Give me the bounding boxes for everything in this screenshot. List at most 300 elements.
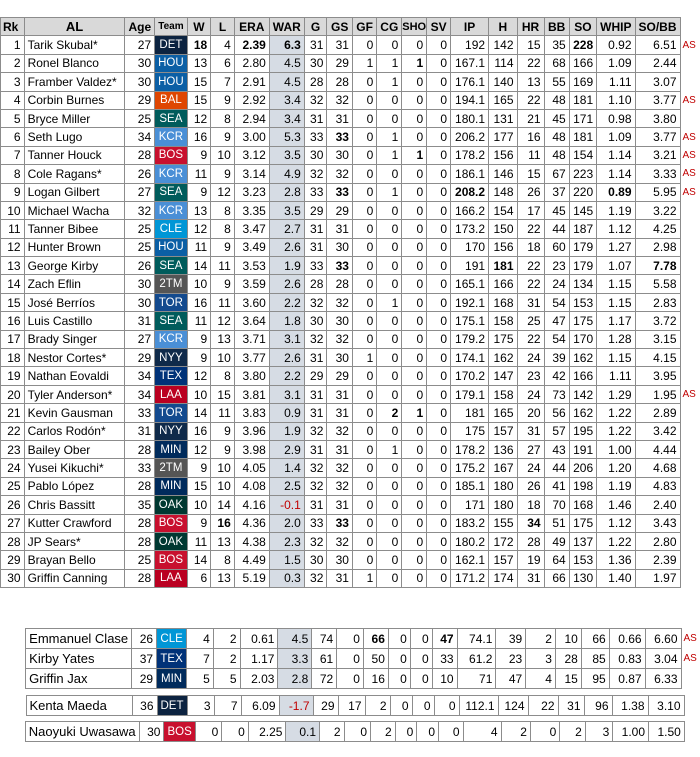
age-cell: 36	[132, 696, 157, 716]
gf-cell: 0	[352, 128, 376, 146]
sv-cell: 0	[427, 293, 451, 311]
gs-cell: 31	[327, 569, 353, 587]
rank-cell: 19	[1, 367, 25, 385]
all-star-marker: AS	[682, 186, 696, 198]
bb-cell: 45	[544, 109, 569, 127]
player-name[interactable]: Pablo López	[24, 477, 125, 495]
gf-cell: 0	[352, 440, 376, 458]
team-badge[interactable]: SEA	[155, 312, 188, 330]
w-cell: 6	[187, 569, 211, 587]
player-name[interactable]: Brady Singer	[24, 330, 125, 348]
player-name[interactable]: Kenta Maeda	[26, 696, 132, 716]
age-cell: 34	[125, 385, 155, 403]
whip-cell: 1.46	[597, 496, 635, 514]
g-cell: 30	[304, 54, 327, 72]
player-name[interactable]: Nathan Eovaldi	[24, 367, 125, 385]
player-name[interactable]: Brayan Bello	[24, 551, 125, 569]
table-row	[1, 551, 700, 569]
gf-cell: 2	[365, 696, 390, 716]
player-name[interactable]: Chris Bassitt	[24, 496, 125, 514]
rank-cell: 22	[1, 422, 25, 440]
player-name[interactable]: Cole Ragans*	[24, 165, 125, 183]
player-name[interactable]: Naoyuki Uwasawa	[25, 722, 139, 742]
team-badge[interactable]: KCR	[155, 165, 188, 183]
gs-cell: 32	[327, 532, 353, 550]
player-name[interactable]: Seth Lugo	[24, 128, 125, 146]
sho-cell: 1	[402, 404, 427, 422]
cg-cell: 0	[377, 257, 402, 275]
player-name[interactable]: Framber Valdez*	[24, 73, 125, 91]
rank-cell: 7	[1, 146, 25, 164]
team-badge[interactable]: TOR	[155, 404, 188, 422]
ip-cell: 175.2	[451, 459, 489, 477]
team-badge[interactable]: HOU	[155, 238, 188, 256]
gf-cell: 0	[352, 459, 376, 477]
ip-cell: 174.1	[451, 349, 489, 367]
col-header[interactable]: BB	[544, 18, 569, 36]
team-badge[interactable]: 2TM	[155, 275, 188, 293]
table-row	[1, 514, 700, 532]
all-star-marker	[680, 238, 699, 256]
team-badge[interactable]: BOS	[155, 551, 188, 569]
w-cell: 9	[187, 349, 211, 367]
sv-cell: 0	[427, 128, 451, 146]
cg-cell: 0	[377, 367, 402, 385]
cg-cell: 0	[377, 220, 402, 238]
team-badge[interactable]: BOS	[164, 722, 195, 742]
w-cell: 11	[187, 238, 211, 256]
w-cell: 10	[187, 496, 211, 514]
col-header[interactable]: AL	[24, 18, 125, 36]
sobb-cell: 3.15	[635, 330, 680, 348]
col-header[interactable]: SO/BB	[635, 18, 680, 36]
rank-cell: 11	[1, 220, 25, 238]
sobb-cell: 4.44	[635, 440, 680, 458]
sobb-cell: 2.44	[635, 54, 680, 72]
team-badge[interactable]: SEA	[155, 183, 188, 201]
war-cell: 3.1	[269, 385, 304, 403]
col-header[interactable]: SHO	[402, 18, 427, 36]
l-cell: 9	[211, 165, 235, 183]
era-cell: 2.80	[234, 54, 269, 72]
player-name[interactable]: Hunter Brown	[24, 238, 125, 256]
w-cell: 18	[187, 36, 211, 54]
hr-cell: 15	[517, 165, 544, 183]
team-badge[interactable]: HOU	[155, 54, 188, 72]
player-name[interactable]: Tanner Houck	[24, 146, 125, 164]
war-cell: 0.3	[269, 569, 304, 587]
era-cell: 2.25	[248, 722, 286, 742]
age-cell: 30	[139, 722, 164, 742]
col-header[interactable]: SO	[569, 18, 596, 36]
cg-cell: 1	[377, 183, 402, 201]
whip-cell: 1.09	[597, 128, 635, 146]
era-cell: 3.59	[234, 275, 269, 293]
cg-cell: 0	[388, 629, 410, 649]
player-name[interactable]: JP Sears*	[24, 532, 125, 550]
sobb-cell: 3.33	[635, 165, 680, 183]
team-badge[interactable]: BOS	[155, 146, 188, 164]
bb-cell: 57	[544, 422, 569, 440]
h-cell: 114	[489, 54, 517, 72]
table-row	[1, 569, 700, 587]
h-cell: 165	[489, 91, 517, 109]
player-name[interactable]: Tarik Skubal*	[24, 36, 125, 54]
g-cell: 31	[304, 496, 327, 514]
player-name[interactable]: Kirby Yates	[26, 649, 132, 669]
team-badge[interactable]: KCR	[155, 201, 188, 219]
h-cell: 180	[489, 496, 517, 514]
era-cell: 2.92	[234, 91, 269, 109]
team-badge[interactable]: NYY	[155, 422, 188, 440]
so-cell: 181	[569, 128, 596, 146]
whip-cell: 1.14	[597, 165, 635, 183]
gf-cell: 0	[352, 514, 376, 532]
sho-cell: 0	[402, 91, 427, 109]
ip-cell: 74.1	[457, 629, 496, 649]
table-row	[1, 201, 700, 219]
col-header[interactable]: CG	[377, 18, 402, 36]
cg-cell: 0	[388, 669, 410, 689]
age-cell: 30	[125, 275, 155, 293]
team-badge[interactable]: BAL	[155, 91, 188, 109]
so-cell: 179	[569, 238, 596, 256]
cg-cell: 0	[377, 385, 402, 403]
age-cell: 28	[125, 569, 155, 587]
bb-cell: 70	[544, 496, 569, 514]
h-cell: 148	[489, 183, 517, 201]
player-name[interactable]: Corbin Burnes	[24, 91, 125, 109]
table-row	[1, 367, 700, 385]
g-cell: 31	[304, 220, 327, 238]
cg-cell: 0	[377, 496, 402, 514]
w-cell: 9	[187, 330, 211, 348]
table-row	[1, 385, 700, 403]
player-name[interactable]: Zach Eflin	[24, 275, 125, 293]
all-star-marker	[680, 477, 699, 495]
age-cell: 28	[125, 440, 155, 458]
table-row	[1, 257, 700, 275]
gs-cell: 33	[327, 183, 353, 201]
gs-cell: 29	[327, 201, 353, 219]
team-badge[interactable]: MIN	[157, 669, 187, 689]
era-cell: 3.71	[234, 330, 269, 348]
g-cell: 32	[304, 165, 327, 183]
whip-cell: 1.28	[597, 330, 635, 348]
hr-cell: 24	[517, 349, 544, 367]
w-cell: 3	[187, 696, 214, 716]
col-header[interactable]: Age	[125, 18, 155, 36]
sho-cell: 0	[402, 183, 427, 201]
team-badge[interactable]: TEX	[157, 649, 187, 669]
table-row	[1, 73, 700, 91]
sobb-cell: 4.25	[635, 220, 680, 238]
team-badge[interactable]: OAK	[155, 532, 188, 550]
sho-cell: 0	[402, 293, 427, 311]
age-cell: 34	[125, 367, 155, 385]
age-cell: 26	[132, 629, 157, 649]
team-badge[interactable]: CLE	[155, 220, 188, 238]
l-cell: 9	[211, 422, 235, 440]
team-badge[interactable]: BOS	[155, 514, 188, 532]
era-cell: 2.03	[240, 669, 278, 689]
war-cell: 6.3	[269, 36, 304, 54]
sobb-cell: 3.07	[635, 73, 680, 91]
l-cell: 12	[211, 312, 235, 330]
team-badge[interactable]: SEA	[155, 109, 188, 127]
col-header[interactable]: Rk	[1, 18, 25, 36]
age-cell: 33	[125, 404, 155, 422]
gf-cell: 0	[352, 275, 376, 293]
col-header[interactable]: G	[304, 18, 327, 36]
hr-cell: 19	[517, 551, 544, 569]
table-row	[1, 440, 700, 458]
table-row	[1, 532, 700, 550]
player-name[interactable]: Tyler Anderson*	[24, 385, 125, 403]
player-name[interactable]: George Kirby	[24, 257, 125, 275]
player-name[interactable]: Emmanuel Clase	[26, 629, 132, 649]
player-name[interactable]: Griffin Jax	[26, 669, 132, 689]
col-header[interactable]: ERA	[234, 18, 269, 36]
player-name[interactable]: Yusei Kikuchi*	[24, 459, 125, 477]
team-badge[interactable]: TEX	[155, 367, 188, 385]
l-cell: 10	[211, 349, 235, 367]
cg-cell: 0	[377, 477, 402, 495]
whip-cell: 1.36	[597, 551, 635, 569]
hr-cell: 25	[517, 312, 544, 330]
player-name[interactable]: Kutter Crawford	[24, 514, 125, 532]
col-header[interactable]: HR	[517, 18, 544, 36]
team-badge[interactable]: MIN	[155, 477, 188, 495]
extra-body-2	[0, 722, 700, 742]
gf-cell: 66	[363, 629, 388, 649]
rank-cell: 2	[1, 54, 25, 72]
gs-cell: 28	[327, 73, 353, 91]
all-star-marker	[680, 532, 699, 550]
h-cell: 23	[496, 649, 526, 669]
team-badge[interactable]: KCR	[155, 330, 188, 348]
sho-cell: 0	[410, 669, 432, 689]
l-cell: 9	[211, 238, 235, 256]
team-badge[interactable]: 2TM	[155, 459, 188, 477]
h-cell: 168	[489, 293, 517, 311]
all-star-marker	[680, 551, 699, 569]
all-star-marker	[680, 312, 699, 330]
war-cell: 3.3	[278, 649, 312, 669]
team-badge[interactable]: HOU	[155, 73, 188, 91]
sv-cell: 0	[427, 532, 451, 550]
sv-cell: 0	[427, 109, 451, 127]
table-row	[1, 91, 700, 109]
bb-cell: 43	[544, 440, 569, 458]
player-name[interactable]: Nestor Cortes*	[24, 349, 125, 367]
col-header[interactable]: GS	[327, 18, 353, 36]
team-badge[interactable]: OAK	[155, 496, 188, 514]
sho-cell: 0	[402, 128, 427, 146]
team-badge[interactable]: NYY	[155, 349, 188, 367]
war-cell: 1.9	[269, 257, 304, 275]
sho-cell: 0	[402, 220, 427, 238]
so-cell: 96	[584, 696, 612, 716]
hr-cell: 27	[517, 440, 544, 458]
war-cell: 2.3	[269, 532, 304, 550]
all-star-marker: AS	[683, 633, 697, 644]
l-cell: 9	[211, 128, 235, 146]
gs-cell: 31	[327, 385, 353, 403]
rank-cell	[0, 669, 26, 689]
age-cell: 29	[125, 349, 155, 367]
player-name[interactable]: Michael Wacha	[24, 201, 125, 219]
ip-cell: 167.1	[451, 54, 489, 72]
h-cell: 165	[489, 404, 517, 422]
extra-table-2	[0, 721, 700, 742]
table-row	[0, 722, 700, 742]
whip-cell: 1.14	[597, 146, 635, 164]
age-cell: 26	[125, 165, 155, 183]
col-header[interactable]: H	[489, 18, 517, 36]
player-name[interactable]: José Berríos	[24, 293, 125, 311]
sho-cell: 0	[402, 551, 427, 569]
whip-cell: 1.10	[597, 91, 635, 109]
w-cell: 0	[195, 722, 221, 742]
g-cell: 33	[304, 257, 327, 275]
ip-cell: 181	[451, 404, 489, 422]
gf-cell: 0	[352, 238, 376, 256]
cg-cell: 0	[388, 649, 410, 669]
sho-cell: 0	[402, 330, 427, 348]
player-name[interactable]: Kevin Gausman	[24, 404, 125, 422]
sho-cell: 0	[402, 496, 427, 514]
sho-cell: 0	[402, 275, 427, 293]
ip-cell: 171	[451, 496, 489, 514]
hr-cell: 18	[517, 496, 544, 514]
w-cell: 16	[187, 128, 211, 146]
team-badge[interactable]: CLE	[157, 629, 187, 649]
col-header[interactable]: SV	[427, 18, 451, 36]
sv-cell: 0	[427, 349, 451, 367]
gs-cell: 31	[327, 109, 353, 127]
all-star-marker	[680, 440, 699, 458]
col-header[interactable]: WHIP	[597, 18, 635, 36]
l-cell: 5	[213, 669, 240, 689]
col-header[interactable]: Team	[155, 18, 188, 36]
war-cell: 2.2	[269, 367, 304, 385]
col-header[interactable]: WAR	[269, 18, 304, 36]
h-cell: 158	[489, 312, 517, 330]
col-header[interactable]: L	[211, 18, 235, 36]
era-cell: 0.61	[240, 629, 278, 649]
sv-cell: 0	[427, 183, 451, 201]
relievers-table	[0, 628, 700, 689]
player-name[interactable]: Logan Gilbert	[24, 183, 125, 201]
gf-cell: 0	[352, 367, 376, 385]
g-cell: 32	[304, 293, 327, 311]
player-name[interactable]: Griffin Canning	[24, 569, 125, 587]
bb-cell: 73	[544, 385, 569, 403]
gf-cell: 16	[363, 669, 388, 689]
sobb-cell: 2.39	[635, 551, 680, 569]
so-cell: 223	[569, 165, 596, 183]
col-header[interactable]: GF	[352, 18, 376, 36]
sv-cell: 10	[432, 669, 457, 689]
h-cell: 157	[489, 551, 517, 569]
col-header[interactable]: W	[187, 18, 211, 36]
team-badge[interactable]: SEA	[155, 257, 188, 275]
player-name[interactable]: Luis Castillo	[24, 312, 125, 330]
bb-cell: 24	[544, 275, 569, 293]
war-cell: 3.4	[269, 91, 304, 109]
age-cell: 31	[125, 422, 155, 440]
ip-cell: 191	[451, 257, 489, 275]
gs-cell: 32	[327, 422, 353, 440]
bb-cell: 54	[544, 330, 569, 348]
sv-cell: 0	[427, 367, 451, 385]
so-cell: 134	[569, 275, 596, 293]
w-cell: 9	[187, 146, 211, 164]
rank-cell: 10	[1, 201, 25, 219]
sv-cell: 0	[427, 275, 451, 293]
player-name[interactable]: Tanner Bibee	[24, 220, 125, 238]
g-cell: 32	[304, 459, 327, 477]
cg-cell: 1	[377, 293, 402, 311]
w-cell: 13	[187, 201, 211, 219]
l-cell: 7	[214, 696, 241, 716]
table-row	[1, 128, 700, 146]
age-cell: 30	[125, 73, 155, 91]
col-header[interactable]: IP	[451, 18, 489, 36]
sobb-cell: 1.95	[635, 385, 680, 403]
player-name[interactable]: Ronel Blanco	[24, 54, 125, 72]
player-name[interactable]: Carlos Rodón*	[24, 422, 125, 440]
gs-cell: 29	[327, 367, 353, 385]
team-badge[interactable]: TOR	[155, 293, 188, 311]
hr-cell: 22	[528, 696, 558, 716]
team-badge[interactable]: DET	[155, 36, 188, 54]
sho-cell: 0	[402, 238, 427, 256]
player-name[interactable]: Bailey Ober	[24, 440, 125, 458]
team-badge[interactable]: MIN	[155, 440, 188, 458]
team-badge[interactable]: LAA	[155, 569, 188, 587]
rank-cell: 23	[1, 440, 25, 458]
sho-cell: 0	[402, 514, 427, 532]
war-cell: 4.5	[269, 54, 304, 72]
w-cell: 12	[187, 440, 211, 458]
bb-cell: 68	[544, 54, 569, 72]
cg-cell: 1	[377, 146, 402, 164]
team-badge[interactable]: LAA	[155, 385, 188, 403]
sobb-cell: 4.83	[635, 477, 680, 495]
table-row	[1, 238, 700, 256]
team-badge[interactable]: DET	[157, 696, 187, 716]
h-cell: 162	[489, 349, 517, 367]
so-cell: 175	[569, 514, 596, 532]
sobb-cell: 2.80	[635, 532, 680, 550]
w-cell: 5	[187, 669, 214, 689]
h-cell: 150	[489, 220, 517, 238]
player-name[interactable]: Bryce Miller	[24, 109, 125, 127]
w-cell: 9	[187, 459, 211, 477]
cg-cell: 0	[377, 238, 402, 256]
war-cell: 4.9	[269, 165, 304, 183]
ip-cell: 206.2	[451, 128, 489, 146]
whip-cell: 0.98	[597, 109, 635, 127]
sv-cell: 0	[427, 422, 451, 440]
table-row	[0, 696, 700, 716]
l-cell: 13	[211, 330, 235, 348]
w-cell: 11	[187, 165, 211, 183]
team-badge[interactable]: KCR	[155, 128, 188, 146]
era-cell: 4.16	[234, 496, 269, 514]
